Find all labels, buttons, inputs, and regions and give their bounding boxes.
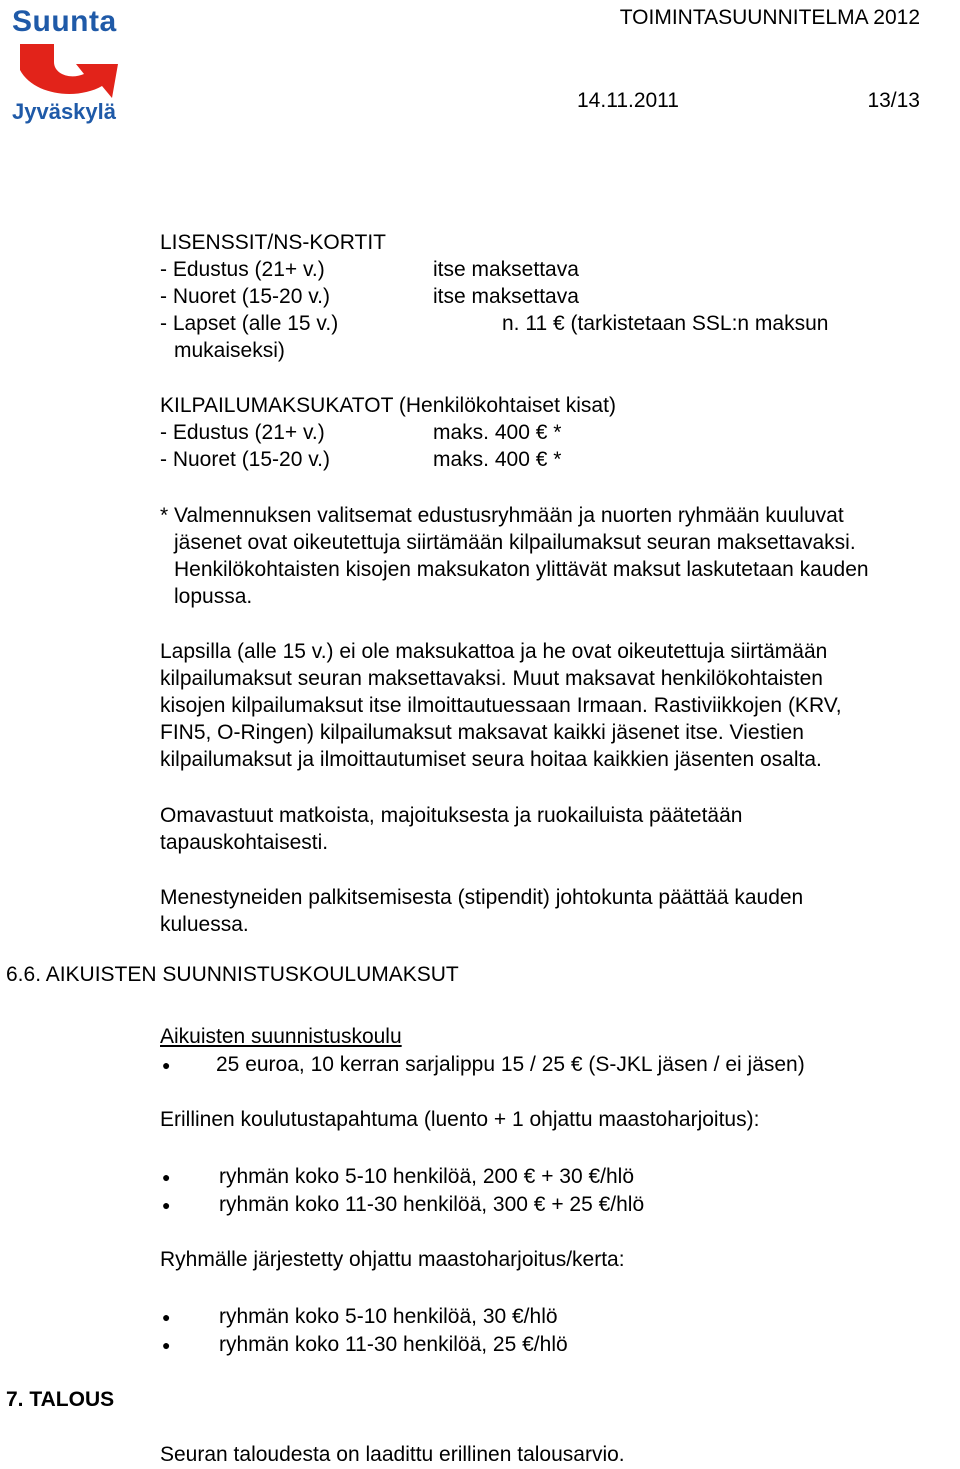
licenses-heading: LISENSSIT/NS-KORTIT	[160, 231, 386, 254]
competition-row-label: - Edustus (21+ v.)	[160, 421, 325, 444]
children-paragraph-line: kilpailumaksut seuran maksettavaksi. Muut maksavat henkilökohtaisten	[160, 667, 823, 690]
group-exercise-heading: Ryhmälle järjestetty ohjattu maastoharjoitus/kerta:	[160, 1248, 625, 1271]
license-row-value: n. 11 € (tarkistetaan SSL:n maksun	[502, 312, 829, 335]
bullet-icon: ●	[162, 1337, 171, 1353]
logo-arrow-icon	[14, 40, 126, 100]
rewards-line: Menestyneiden palkitsemisesta (stipendit) johtokunta päättää kauden	[160, 886, 804, 909]
license-row-continuation: mukaiseksi)	[174, 339, 285, 362]
document-date: 14.11.2011	[577, 89, 679, 112]
children-paragraph-line: kilpailumaksut ja ilmoittautumiset seura hoitaa kaikkien jäsenten osalta.	[160, 748, 822, 771]
competition-row-label: - Nuoret (15-20 v.)	[160, 448, 330, 471]
page-number: 13/13	[867, 89, 920, 112]
competition-row-value: maks. 400 € *	[433, 421, 562, 444]
license-row-label: - Lapset (alle 15 v.)	[160, 312, 339, 335]
competition-row-value: maks. 400 € *	[433, 448, 562, 471]
children-paragraph-line: FIN5, O-Ringen) kilpailumaksut maksavat kaikki jäsenet itse. Viestien	[160, 721, 804, 744]
logo-text-suunta: Suunta	[12, 5, 117, 38]
bullet-icon: ●	[162, 1309, 171, 1325]
section-heading-6-6: 6.6. AIKUISTEN SUUNNISTUSKOULUMAKSUT	[6, 963, 459, 986]
children-paragraph-line: kisojen kilpailumaksut itse ilmoittautuessaan Irmaan. Rastiviikkojen (KRV,	[160, 694, 842, 717]
license-row-label: - Edustus (21+ v.)	[160, 258, 325, 281]
group-exercise-bullet-item: ryhmän koko 5-10 henkilöä, 30 €/hlö	[219, 1305, 558, 1328]
bullet-icon: ●	[162, 1169, 171, 1185]
finance-text: Seuran taloudesta on laadittu erillinen talousarvio.	[160, 1443, 625, 1466]
training-event-bullet-item: ryhmän koko 11-30 henkilöä, 300 € + 25 €/hlö	[219, 1193, 645, 1216]
children-paragraph-line: Lapsilla (alle 15 v.) ei ole maksukattoa ja he ovat oikeutettuja siirtämään	[160, 640, 828, 663]
competition-heading: KILPAILUMAKSUKATOT (Henkilökohtaiset kisat)	[160, 394, 616, 417]
competition-note-line: jäsenet ovat oikeutettuja siirtämään kilpailumaksut seuran maksettavaksi.	[174, 531, 856, 554]
license-row-value: itse maksettava	[433, 258, 579, 281]
logo-text-jyvaskyla: Jyväskylä	[12, 99, 116, 124]
training-event-heading: Erillinen koulutustapahtuma (luento + 1 ohjattu maastoharjoitus):	[160, 1108, 760, 1131]
training-event-bullet-item: ryhmän koko 5-10 henkilöä, 200 € + 30 €/hlö	[219, 1165, 635, 1188]
document-title: TOIMINTASUUNNITELMA 2012	[619, 6, 920, 29]
competition-note-line: lopussa.	[174, 585, 253, 608]
section-heading-7: 7. TALOUS	[6, 1388, 115, 1411]
rewards-line: kuluessa.	[160, 913, 249, 936]
school-bullet-item: 25 euroa, 10 kerran sarjalippu 15 / 25 € (S-JKL jäsen / ei jäsen)	[216, 1053, 805, 1076]
license-row-value: itse maksettava	[433, 285, 579, 308]
bullet-icon: ●	[162, 1057, 171, 1073]
competition-note-line: * Valmennuksen valitsemat edustusryhmään ja nuorten ryhmään kuuluvat	[160, 504, 844, 527]
group-exercise-bullet-item: ryhmän koko 11-30 henkilöä, 25 €/hlö	[219, 1333, 568, 1356]
adult-school-subheading: Aikuisten suunnistuskoulu	[160, 1025, 402, 1048]
bullet-icon: ●	[162, 1197, 171, 1213]
license-row-label: - Nuoret (15-20 v.)	[160, 285, 330, 308]
competition-note-line: Henkilökohtaisten kisojen maksukaton ylittävät maksut laskutetaan kauden	[174, 558, 869, 581]
self-liability-line: Omavastuut matkoista, majoituksesta ja ruokailuista päätetään	[160, 804, 743, 827]
self-liability-line: tapauskohtaisesti.	[160, 831, 329, 854]
suunta-jyvaskyla-logo	[12, 6, 130, 126]
